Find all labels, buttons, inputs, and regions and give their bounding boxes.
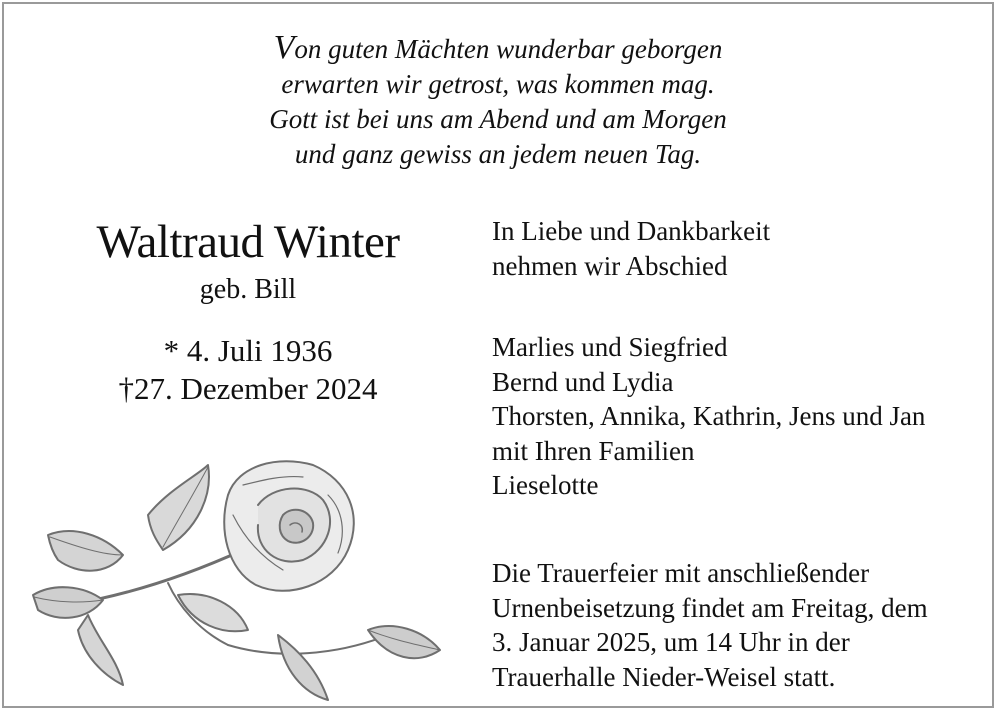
poem-line-3: Gott ist bei uns am Abend und am Morgen [269,104,727,134]
rose-illustration [28,455,458,705]
poem-line-2: erwarten wir getrost, was kommen mag. [281,69,715,99]
death-date: †27. Dezember 2024 [118,371,378,406]
mourner-line: Thorsten, Annika, Kathrin, Jens und Jan [492,401,926,431]
service-line: Die Trauerfeier mit anschließender [492,558,870,588]
birth-date: * 4. Juli 1936 [163,333,333,368]
poem-initial: V [273,29,295,66]
service-line: Trauerhalle Nieder-Weisel statt. [492,661,836,692]
mourner-line: Lieselotte [492,470,599,500]
service-line: 3. Januar 2025, um 14 Uhr in der [492,627,850,657]
mourner-line: mit Ihren Familien [492,435,695,466]
maiden-name: geb. Bill [199,274,297,305]
farewell-text [492,214,992,283]
farewell-line: nehmen wir Abschied [492,250,728,281]
poem-line-1 [0,30,996,67]
farewell-line: In Liebe und Dankbarkeit [492,216,771,246]
poem-line-1-text: on guten Mächten wunderbar geborgen [294,34,723,64]
mourner-line: Marlies und Siegfried [492,332,728,362]
mourner-line: Bernd und Lydia [492,366,674,397]
service-line: Urnenbeisetzung findet am Freitag, dem [492,592,928,623]
life-dates [62,332,434,408]
mourners-list [492,330,992,503]
poem [0,30,996,172]
funeral-service-info [492,556,992,694]
deceased-name: Waltraud Winter [96,216,400,268]
poem-line-4: und ganz gewiss an jedem neuen Tag. [294,139,702,169]
